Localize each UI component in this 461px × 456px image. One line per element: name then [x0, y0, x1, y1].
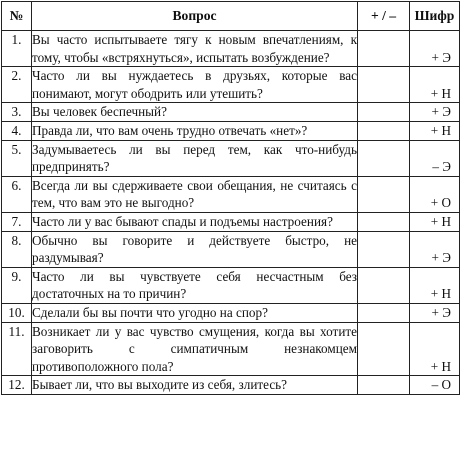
row-number: 7. [2, 212, 32, 231]
row-code: + Э [410, 31, 460, 67]
questionnaire-table [1, 1, 460, 395]
row-question: Сделали бы вы почти что угодно на спор? [32, 303, 358, 322]
row-question: Вы человек беспечный? [32, 103, 358, 122]
row-code: + Н [410, 67, 460, 103]
row-question: Задумываетесь ли вы перед тем, как что-нибудь предпринять? [32, 140, 358, 176]
row-number: 12. [2, 376, 32, 395]
row-code: + О [410, 176, 460, 212]
answer-cell[interactable] [358, 140, 410, 176]
table-header-row [2, 2, 460, 31]
row-question: Всегда ли вы сдерживаете свои обещания, не считаясь с тем, что вам это не выгодно? [32, 176, 358, 212]
row-number: 1. [2, 31, 32, 67]
answer-cell[interactable] [358, 231, 410, 267]
table-row [2, 121, 460, 140]
table-row [2, 67, 460, 103]
table-row [2, 140, 460, 176]
row-number: 11. [2, 322, 32, 376]
row-number: 6. [2, 176, 32, 212]
row-number: 2. [2, 67, 32, 103]
answer-cell[interactable] [358, 212, 410, 231]
table-row [2, 322, 460, 376]
header-question: Вопрос [32, 2, 358, 31]
table-row [2, 303, 460, 322]
answer-cell[interactable] [358, 67, 410, 103]
row-question: Часто ли вы нуждаетесь в друзьях, которые вас понимают, могут ободрить или утешить? [32, 67, 358, 103]
row-code: + Э [410, 103, 460, 122]
table-row [2, 376, 460, 395]
table-row [2, 176, 460, 212]
answer-cell[interactable] [358, 121, 410, 140]
row-number: 10. [2, 303, 32, 322]
table-row [2, 231, 460, 267]
header-code: Шифр [410, 2, 460, 31]
answer-cell[interactable] [358, 303, 410, 322]
row-number: 8. [2, 231, 32, 267]
header-plus-minus: + / – [358, 2, 410, 31]
row-code: + Э [410, 231, 460, 267]
row-code: + Н [410, 121, 460, 140]
row-code: + Н [410, 322, 460, 376]
answer-cell[interactable] [358, 322, 410, 376]
row-question: Часто ли вы чувствуете себя несчастным без достаточных на то причин? [32, 267, 358, 303]
table-row [2, 31, 460, 67]
row-number: 5. [2, 140, 32, 176]
row-question: Вы часто испытываете тягу к новым впечатлениям, к тому, чтобы «встряхнуться», испытать возбуждение? [32, 31, 358, 67]
row-question: Часто ли у вас бывают спады и подъемы настроения? [32, 212, 358, 231]
row-number: 4. [2, 121, 32, 140]
answer-cell[interactable] [358, 176, 410, 212]
table-row [2, 267, 460, 303]
answer-cell[interactable] [358, 103, 410, 122]
row-code: – Э [410, 140, 460, 176]
row-question: Правда ли, что вам очень трудно отвечать «нет»? [32, 121, 358, 140]
row-question: Бывает ли, что вы выходите из себя, злитесь? [32, 376, 358, 395]
row-code: – О [410, 376, 460, 395]
row-number: 3. [2, 103, 32, 122]
answer-cell[interactable] [358, 31, 410, 67]
header-number: № [2, 2, 32, 31]
row-code: + Н [410, 267, 460, 303]
row-question: Обычно вы говорите и действуете быстро, не раздумывая? [32, 231, 358, 267]
row-code: + Н [410, 212, 460, 231]
answer-cell[interactable] [358, 376, 410, 395]
table-row [2, 212, 460, 231]
row-code: + Э [410, 303, 460, 322]
answer-cell[interactable] [358, 267, 410, 303]
table-row [2, 103, 460, 122]
row-question: Возникает ли у вас чувство смущения, когда вы хотите заговорить с симпатичным незнакомцем противоположного пола? [32, 322, 358, 376]
row-number: 9. [2, 267, 32, 303]
